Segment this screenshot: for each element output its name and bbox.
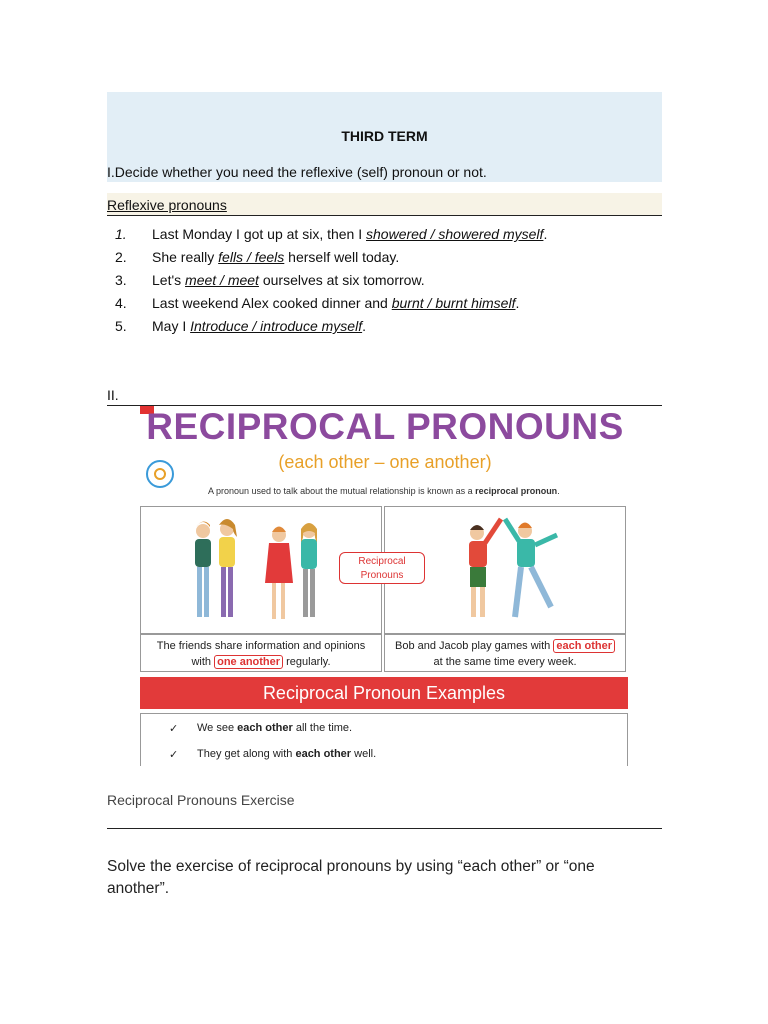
description-end: .: [557, 486, 560, 496]
item-number: 4.: [115, 295, 127, 311]
caption-text: Bob and Jacob play games with: [394, 640, 554, 652]
infographic-description: [208, 486, 560, 496]
example-post: all the time.: [292, 722, 353, 734]
item-number: 5.: [115, 318, 127, 334]
instruction-text: I.Decide whether you need the reflexive (self) pronoun or not.: [107, 164, 487, 180]
item-choice: burnt / burnt himself: [391, 295, 516, 311]
person-figure: [469, 519, 501, 617]
exercise-title: Reciprocal Pronouns Exercise: [107, 792, 295, 808]
example-pre: They get along with: [197, 748, 296, 760]
caption-line-1: [385, 638, 625, 654]
infographic-title: RECIPROCAL PRONOUNS: [146, 406, 624, 447]
item-text: [152, 224, 547, 244]
center-label-line-1: Reciprocal: [358, 556, 406, 567]
item-choice: fells / feels: [218, 249, 285, 265]
reciprocal-infographic: [140, 406, 630, 766]
examples-banner: Reciprocal Pronoun Examples: [140, 677, 628, 709]
item-text-before: May I: [152, 318, 191, 334]
description-text: A pronoun used to talk about the mutual relationship is known as a: [208, 486, 476, 496]
logo-icon: [146, 460, 174, 488]
infographic-subtitle: (each other – one another): [278, 452, 492, 472]
center-label-line-2: Pronouns: [360, 570, 404, 581]
item-text: [152, 270, 425, 290]
item-text: [152, 247, 399, 267]
item-text-after: .: [543, 226, 548, 242]
item-text-after: .: [515, 295, 520, 311]
item-text-after: herself well today.: [284, 249, 400, 265]
caption-text: regularly.: [283, 656, 331, 668]
item-text-before: Last weekend Alex cooked dinner and: [152, 295, 392, 311]
description-bold: reciprocal pronoun: [475, 486, 558, 496]
section-two-label: II.: [107, 387, 119, 403]
item-text: [152, 316, 366, 336]
item-number: 1.: [115, 226, 127, 242]
examples-box: [140, 713, 628, 766]
example-text: [197, 748, 376, 760]
reciprocal-pronouns-label: [339, 552, 425, 584]
item-text-before: Let's: [152, 272, 186, 288]
example-bold: each other: [295, 748, 352, 760]
exercise-divider: [107, 828, 662, 829]
example-text: [197, 722, 352, 734]
item-text: [152, 293, 519, 313]
reflexive-heading: Reflexive pronouns: [107, 197, 227, 213]
item-text-before: She really: [152, 249, 219, 265]
highlight-each-other: each other: [553, 639, 615, 653]
item-text-after: ourselves at six tomorrow.: [258, 272, 425, 288]
caption-line-2: [141, 654, 381, 670]
caption-text: with: [191, 656, 215, 668]
page-title: THIRD TERM: [341, 128, 428, 144]
friends-caption: [140, 634, 382, 672]
caption-line-2: at the same time every week.: [433, 656, 577, 668]
item-choice: Introduce / introduce myself: [190, 318, 363, 334]
person-figure: [265, 527, 293, 620]
highlight-one-another: one another: [214, 655, 283, 669]
person-figure: [505, 519, 557, 617]
item-choice: meet / meet: [185, 272, 259, 288]
item-choice: showered / showered myself: [366, 226, 544, 242]
person-figure: [219, 519, 237, 617]
exercise-instruction: Solve the exercise of reciprocal pronouns by using “each other” or “one another”.: [107, 858, 595, 897]
item-text-before: Last Monday I got up at six, then I: [152, 226, 367, 242]
caption-line-1: The friends share information and opinions: [156, 640, 366, 652]
person-figure: [195, 521, 211, 617]
item-text-after: .: [362, 318, 366, 334]
person-figure: [301, 523, 317, 617]
example-pre: We see: [197, 722, 238, 734]
check-icon: ✓: [169, 723, 179, 735]
example-bold: each other: [237, 722, 293, 734]
boys-caption: [384, 634, 626, 672]
item-number: 3.: [115, 272, 127, 288]
check-icon: ✓: [169, 749, 179, 761]
example-post: well.: [351, 748, 377, 760]
item-number: 2.: [115, 249, 127, 265]
